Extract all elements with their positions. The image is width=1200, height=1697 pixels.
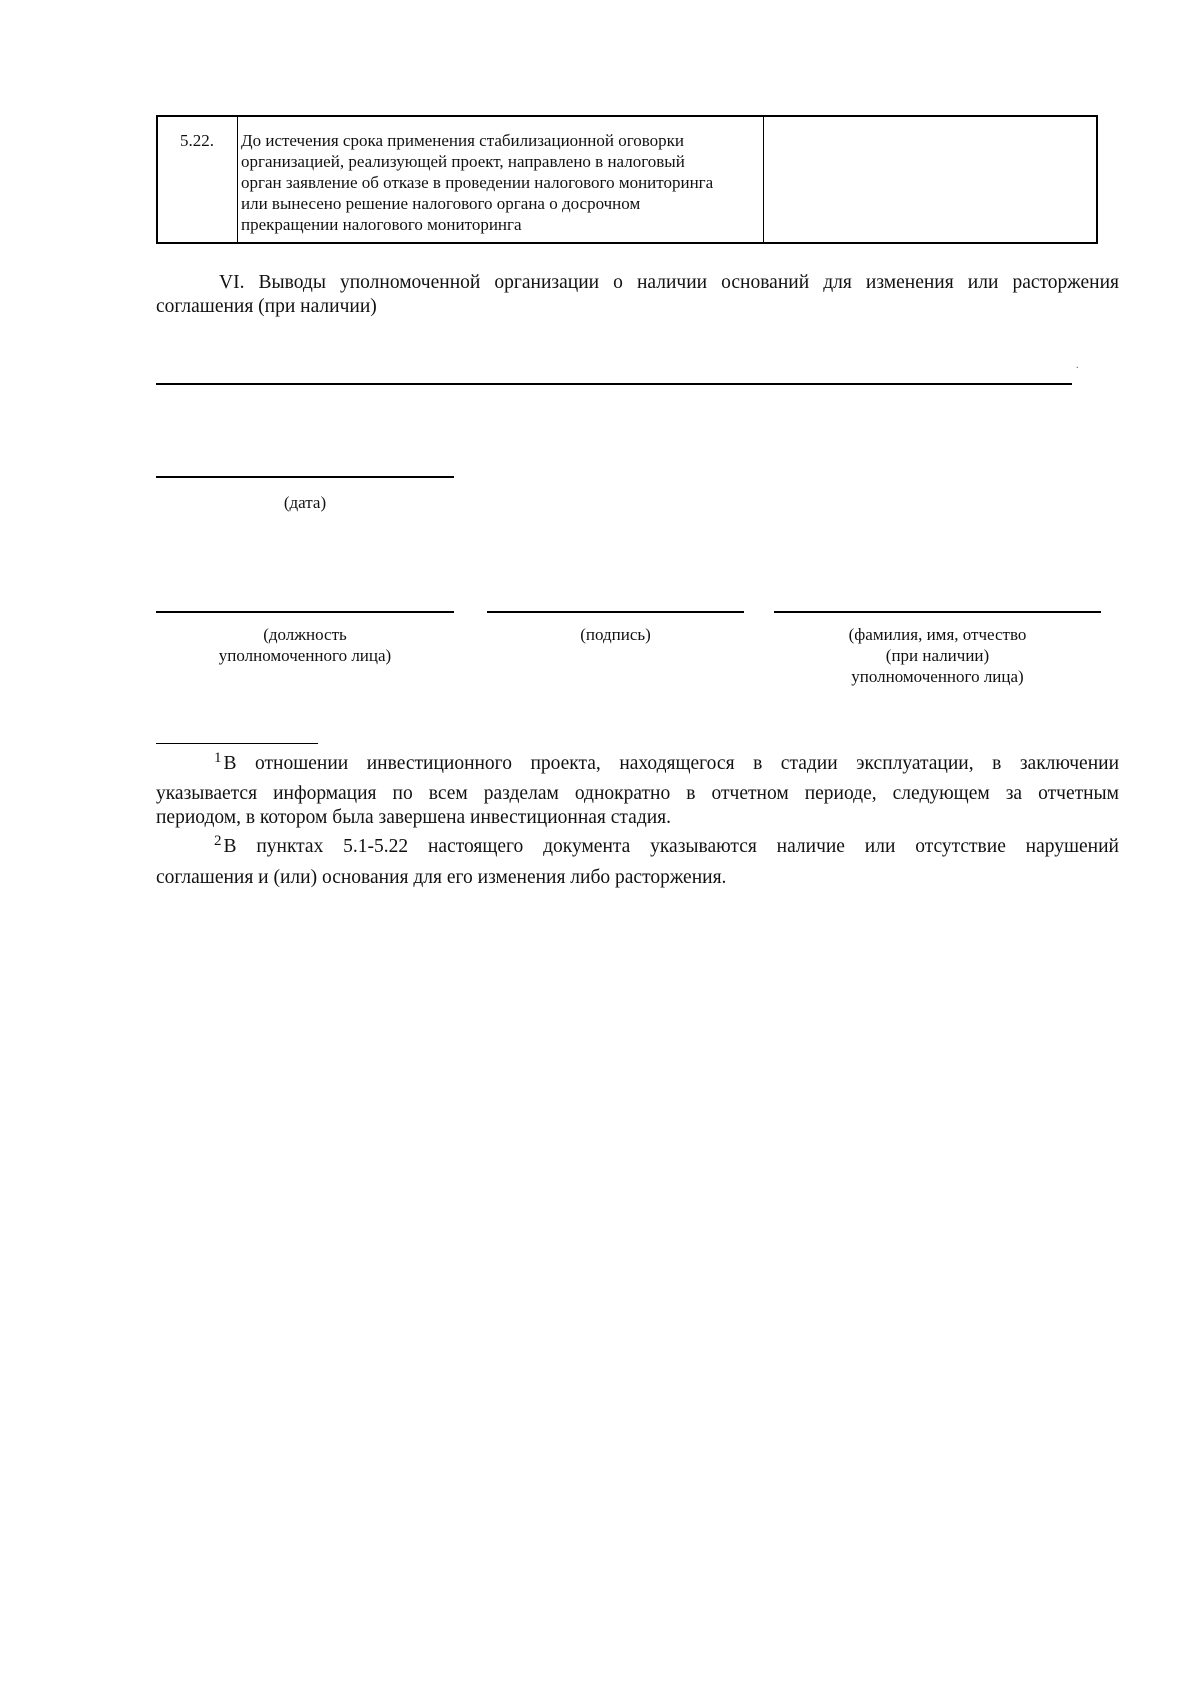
row-description-line: организацией, реализующей проект, направлено в налоговый [241,152,685,171]
signature-caption: (подпись) [580,625,651,644]
row-description-line: прекращении налогового мониторинга [241,215,522,234]
date-caption: (дата) [283,493,327,512]
footnote-2-line-1: $^2$ В пунктах 5.1-5.22 настоящего документа указываются наличие или отсутствие нарушений [214,833,1119,857]
section-6-heading: VI. Выводы уполномоченной организации о наличии оснований для изменения или расторжения [219,272,1119,293]
name-caption-line: (при наличии) [885,646,990,665]
row-description [241,130,761,235]
name-caption-line: уполномоченного лица) [851,667,1024,686]
footnote-1-line-2: указывается информация по всем разделам однократно в отчетном периоде, следующем за отчетным [156,783,1119,804]
footnote-2-marker: 2 [214,833,222,849]
section-6-heading-continued: соглашения (при наличии) [156,296,377,317]
name-caption-line: (фамилия, имя, отчество [848,625,1027,644]
position-caption [156,624,454,666]
footnote-1-marker: 1 [214,750,222,766]
footnote-2-line-2: соглашения и (или) основания для его изменения либо расторжения. [156,867,727,888]
position-blank-line [156,611,454,613]
name-blank-line [774,611,1101,613]
conditions-table [156,115,1098,244]
row-description-line: орган заявление об отказе в проведении налогового мониторинга [241,173,714,192]
conclusion-trailing-mark: . [1076,360,1079,371]
conclusion-blank-line [156,383,1072,385]
position-caption-line: (должность [263,625,347,644]
footnote-separator [156,743,318,744]
position-caption-line: уполномоченного лица) [218,646,392,665]
footnote-1-line-3: периодом, в котором была завершена инвестиционная стадия. [156,807,672,828]
row-value-cell [764,117,1096,242]
row-description-line: До истечения срока применения стабилизационной оговорки [241,131,685,150]
row-description-cell [238,117,764,242]
footnote-1-line-1: $^1$ В отношении инвестиционного проекта, находящегося в стадии эксплуатации, в заключении [214,750,1119,774]
row-number: 5.22. [180,131,214,150]
name-caption [774,624,1101,687]
signature-blank-line [487,611,744,613]
row-description-line: или вынесено решение налогового органа о досрочном [241,194,641,213]
row-number-cell [158,117,238,242]
date-blank-line [156,476,454,478]
